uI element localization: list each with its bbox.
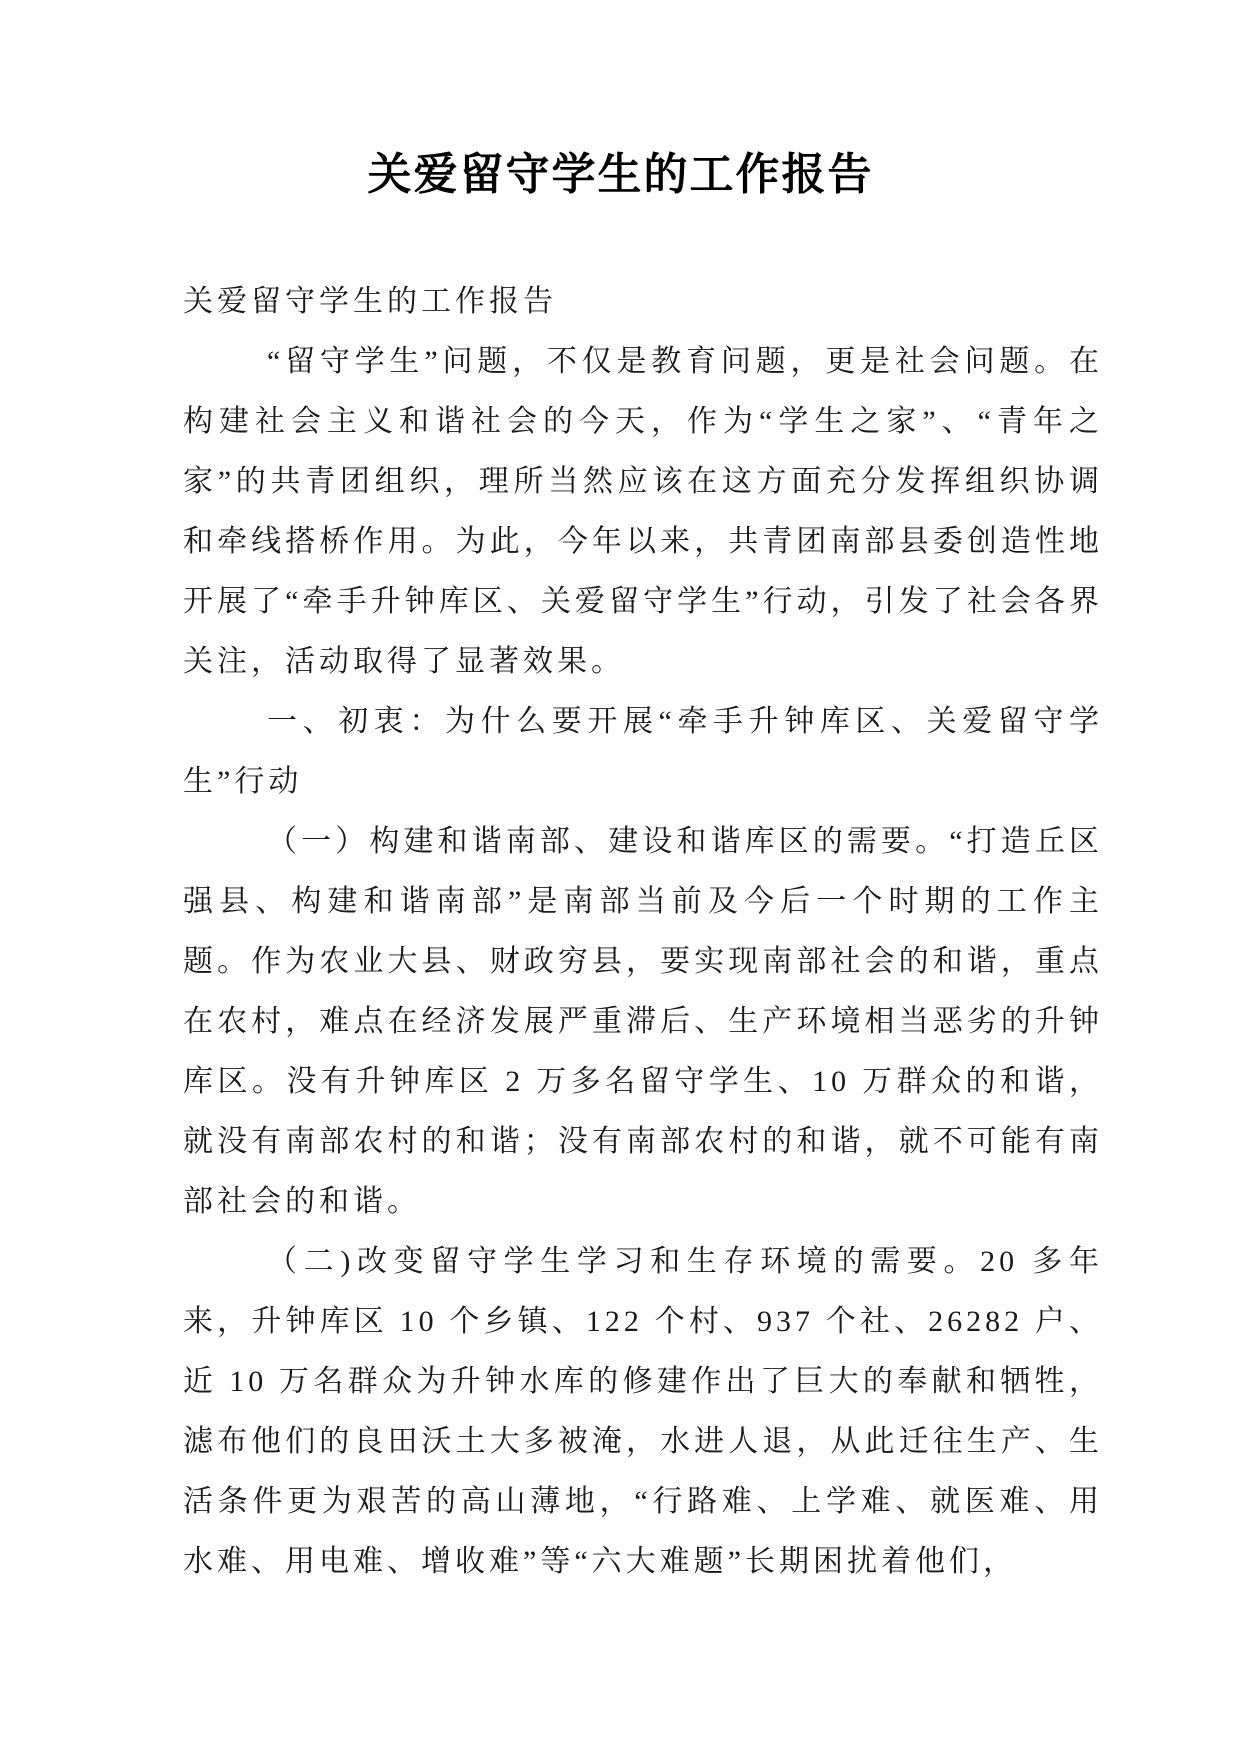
document-body (183, 272, 1103, 1592)
paragraph: 关爱留守学生的工作报告 (183, 285, 557, 318)
paragraph: “留守学生”问题，不仅是教育问题，更是社会问题。在构建社会主义和谐社会的今天，作为“学生之家”、“青年之家”的共青团组织，理所当然应该在这方面充分发挥组织协调和牵线搭桥作用。为此，今年以来，共青团南部县委创造性地开展了“牵手升钟库区、关爱留守学生”行动，引发了社会各界关注，活动取得了显著效果。 (183, 345, 1103, 678)
paragraph: （一）构建和谐南部、建设和谐库区的需要。“打造丘区强县、构建和谐南部”是南部当前及今后一个时期的工作主题。作为农业大县、财政穷县，要实现南部社会的和谐，重点在农村，难点在经济发展严重滞后、生产环境相当恶劣的升钟库区。没有升钟库区 2 万多名留守学生、10 万群众的和谐，就没有南部农村的和谐；没有南部农村的和谐，就不可能有南部社会的和谐。 (183, 825, 1103, 1218)
paragraph-heading: 一、初衷：为什么要开展“牵手升钟库区、关爱留守学生”行动 (183, 705, 1103, 798)
paragraph: （二)改变留守学生学习和生存环境的需要。20 多年来，升钟库区 10 个乡镇、122 个村、937 个社、26282 户、近 10 万名群众为升钟水库的修建作出了巨大的奉献和牺牲，滤布他们的良田沃土大多被淹，水进人退，从此迁往生产、生活条件更为艰苦的高山薄地，“行路难、上学难、就医难、用水难、用电难、增收难”等“六大难题”长期困扰着他们， (183, 1245, 1103, 1578)
document-title: 关爱留守学生的工作报告 (367, 150, 874, 199)
